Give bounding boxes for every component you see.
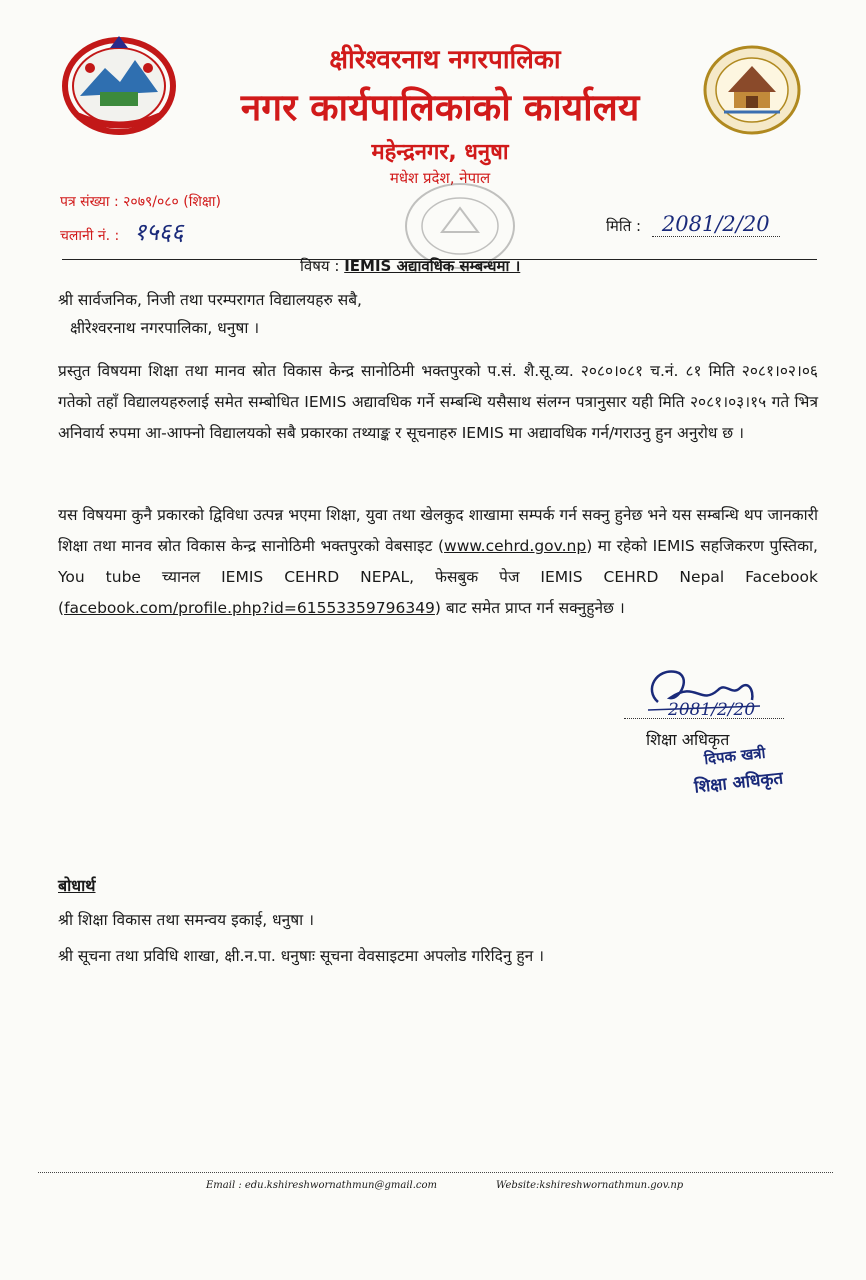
- cc-line-1: श्री शिक्षा विकास तथा समन्वय इकाई, धनुषा ।: [58, 911, 314, 929]
- subject-text: IEMIS अद्यावधिक सम्बन्धमा ।: [344, 257, 521, 275]
- office-name: नगर कार्यपालिकाको कार्यालय: [240, 86, 640, 129]
- dispatch-number-value: १५६६: [133, 218, 184, 246]
- footer-email: Email : edu.kshireshwornathmun@gmail.com: [206, 1180, 438, 1191]
- cc-line-2: श्री सूचना तथा प्रविधि शाखा, क्षी.न.पा. धनुषाः सूचना वेवसाइटमा अपलोड गरिदिनु हुन ।: [58, 947, 545, 965]
- letter-date-label: मिति :: [606, 217, 642, 235]
- office-province: मधेश प्रदेश, नेपाल: [389, 169, 491, 187]
- dispatch-number: [60, 215, 184, 248]
- footer-divider: [38, 1172, 833, 1173]
- municipality-seal-icon: [702, 44, 802, 136]
- letter-number-label: पत्र संख्या :: [60, 194, 119, 210]
- municipality-name: क्षीरेश्वरनाथ नगरपालिका: [329, 45, 561, 75]
- addressee-line-2: क्षीरेश्वरनाथ नगरपालिका, धनुषा ।: [70, 319, 260, 337]
- signatory-name: दिपक खत्री: [703, 743, 767, 769]
- facebook-profile-link[interactable]: facebook.com/profile.php?id=61553359796349: [64, 599, 435, 617]
- cc-heading: बोधार्थ: [58, 876, 96, 895]
- subject-label: विषय :: [300, 257, 340, 275]
- letter-number-value: २०७९/०८० (शिक्षा): [123, 194, 222, 210]
- signature-date: 2081/2/20: [668, 700, 756, 720]
- paragraph-2-part-3: ) बाट समेत प्राप्त गर्न सक्नुहुनेछ ।: [434, 599, 625, 617]
- nepal-emblem-icon: [60, 28, 178, 138]
- dispatch-number-label: चलानी नं. :: [60, 228, 120, 244]
- signature-title: शिक्षा अधिकृत: [646, 730, 730, 749]
- signatory-stamp-title: शिक्षा अधिकृत: [693, 768, 785, 798]
- letter-date-value: 2081/2/20: [652, 212, 780, 237]
- body-paragraph-2: [58, 500, 818, 624]
- office-city: महेन्द्रनगर, धनुषा: [371, 140, 509, 165]
- letter-date: [606, 212, 780, 236]
- letter-number: [60, 192, 221, 211]
- signature-line: [624, 718, 784, 719]
- addressee-line-1: श्री सार्वजनिक, निजी तथा परम्परागत विद्यालयहरु सबै,: [58, 291, 362, 309]
- subject-line: [300, 256, 520, 276]
- cehrd-website-link[interactable]: www.cehrd.gov.np: [444, 537, 587, 555]
- body-paragraph-1: प्रस्तुत विषयमा शिक्षा तथा मानव स्रोत विकास केन्द्र सानोठिमी भक्तपुरको प.सं. शै.सू.व्य. २०८०।०८१ च.नं. ८१ मिति २०८१।०२।०६ गतेको तहाँ विद्यालयहरुलाई समेत सम्बोधित IEMIS अद्यावधिक गर्ने सम्बन्धि यसैसाथ संलग्न पत्रानुसार यही मिति २०८१।०३।१५ गते भित्र अनिवार्य रुपमा आ-आफ्नो विद्यालयको सबै प्रकारका तथ्याङ्क र सूचनाहरु IEMIS मा अद्यावधिक गर्न/गराउनु हुन अनुरोध छ ।: [58, 362, 818, 442]
- paragraph-2-part-2: ) मा रहेको IEMIS सहजिकरण पुस्तिका, You tube च्यानल IEMIS CEHRD NEPAL, फेसबुक पेज IEMIS CEHRD Nepal Facebook (: [58, 537, 818, 617]
- paragraph-2-part-1: यस विषयमा कुनै प्रकारको द्विविधा उत्पन्न भएमा शिक्षा, युवा तथा खेलकुद शाखामा सम्पर्क गर्न सक्नु हुनेछ भने यस सम्बन्धि थप जानकारी शिक्षा तथा मानव स्रोत विकास केन्द्र सानोठिमी भक्तपुरको वेबसाइट (: [58, 506, 818, 555]
- footer-website: Website:kshireshwornathmun.gov.np: [496, 1180, 684, 1191]
